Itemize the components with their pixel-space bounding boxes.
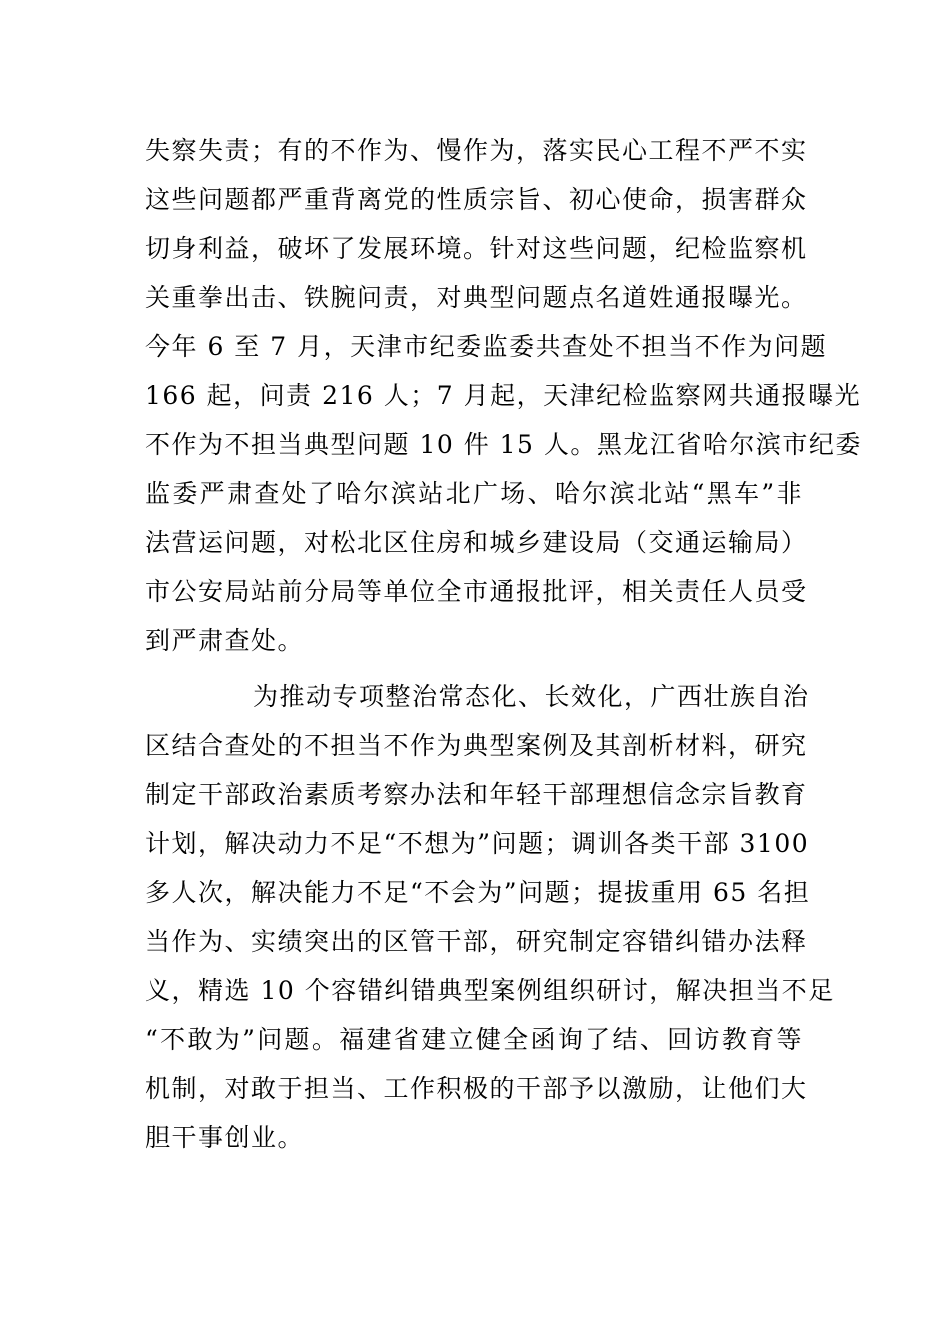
text-line: 今年 6 至 7 月，天津市纪委监委共查处不担当不作为问题 <box>145 332 828 361</box>
text-line: 不作为不担当典型问题 10 件 15 人。黑龙江省哈尔滨市纪委 <box>145 430 862 459</box>
text-line: 切身利益，破坏了发展环境。针对这些问题，纪检监察机 <box>145 234 808 263</box>
text-line: 到严肃查处。 <box>145 626 305 655</box>
text-line: 为推动专项整治常态化、长效化，广西壮族自治 <box>253 682 810 711</box>
text-line: 监委严肃查处了哈尔滨站北广场、哈尔滨北站“黑车”非 <box>145 479 803 508</box>
text-line: “不敢为”问题。福建省建立健全函询了结、回访教育等 <box>145 1025 803 1054</box>
text-line: 多人次，解决能力不足“不会为”问题；提拔重用 65 名担 <box>145 878 811 907</box>
text-line: 义，精选 10 个容错纠错典型案例组织研讨，解决担当不足 <box>145 976 835 1005</box>
text-line: 失察失责；有的不作为、慢作为，落实民心工程不严不实 <box>145 136 808 165</box>
text-line: 区结合查处的不担当不作为典型案例及其剖析材料，研究 <box>145 731 808 760</box>
text-line: 关重拳出击、铁腕问责，对典型问题点名道姓通报曝光。 <box>145 283 808 312</box>
text-line: 胆干事创业。 <box>145 1123 305 1152</box>
text-line: 这些问题都严重背离党的性质宗旨、初心使命，损害群众 <box>145 185 808 214</box>
text-line: 市公安局站前分局等单位全市通报批评，相关责任人员受 <box>145 577 808 606</box>
text-line: 机制，对敢于担当、工作积极的干部予以激励，让他们大 <box>145 1074 808 1103</box>
text-line: 计划，解决动力不足“不想为”问题；调训各类干部 3100 <box>145 829 810 858</box>
text-line: 制定干部政治素质考察办法和年轻干部理想信念宗旨教育 <box>145 780 808 809</box>
text-line: 166 起，问责 216 人；7 月起，天津纪检监察网共通报曝光 <box>145 381 862 410</box>
text-line: 法营运问题，对松北区住房和城乡建设局（交通运输局） <box>145 528 808 557</box>
text-line: 当作为、实绩突出的区管干部，研究制定容错纠错办法释 <box>145 927 808 956</box>
